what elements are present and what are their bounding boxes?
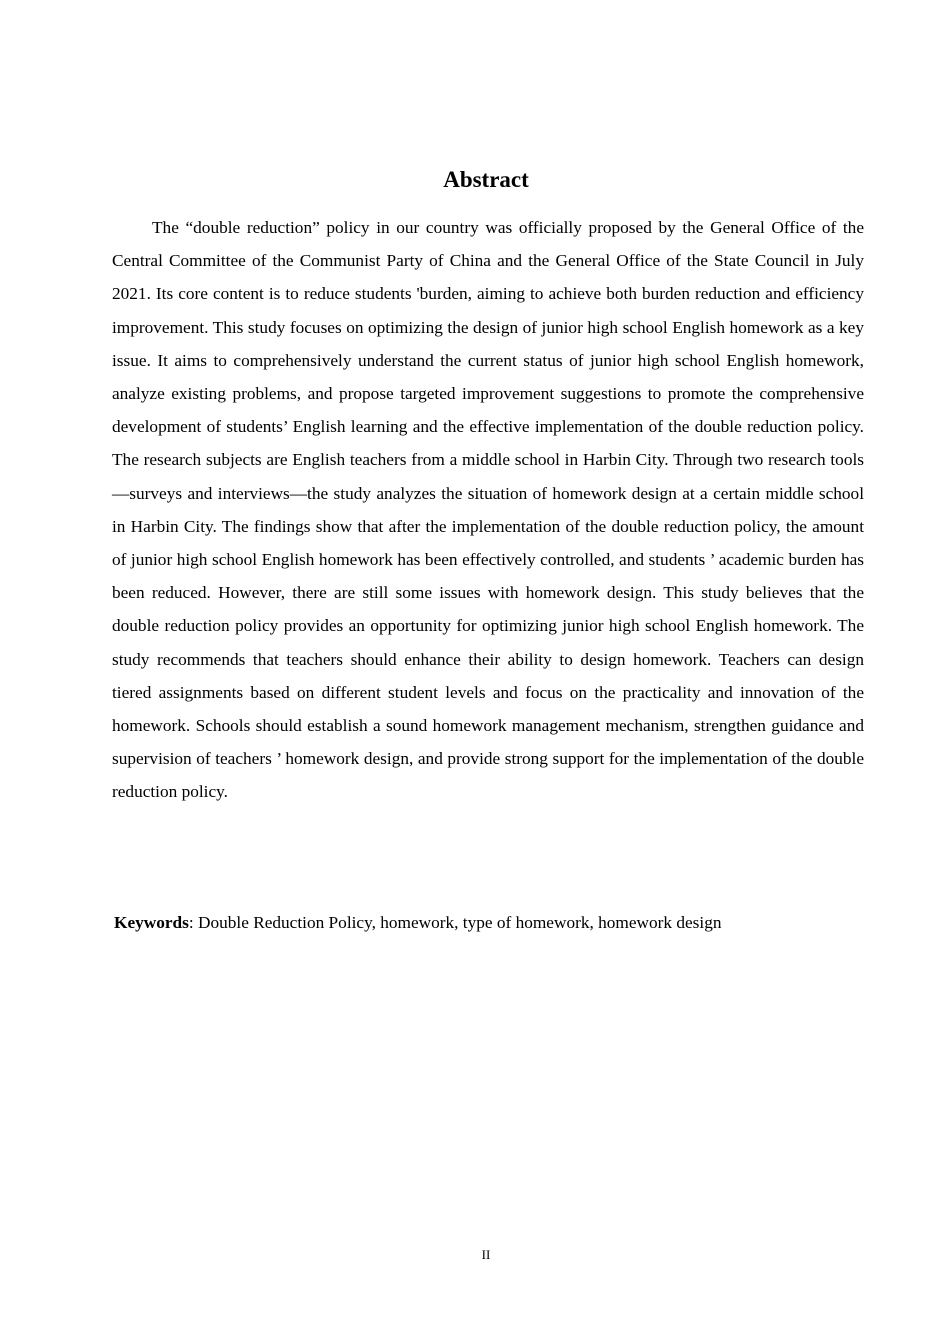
abstract-title: Abstract — [443, 167, 529, 193]
page-number: II — [481, 1247, 491, 1262]
keywords-text: Double Reduction Policy, homework, type of homework, homework design — [198, 913, 722, 932]
abstract-paragraph: The “double reduction” policy in our country was officially proposed by the General Office of the Central Committee of the Communist Party of China and the General Office of the State Council in July 2021. Its core content is to reduce students 'burden, aiming to achieve both burden reduction and efficiency improvement. This study focuses on optimizing the design of junior high school English homework as a key issue. It aims to comprehensively understand the current status of junior high school English homework, analyze existing problems, and propose targeted improvement suggestions to promote the comprehensive development of students’ English learning and the effective implementation of the double reduction policy. The research subjects are English teachers from a middle school in Harbin City. Through two research tools—surveys and interviews—the study analyzes the situation of homework design at a certain middle school in Harbin City. The findings show that after the implementation of the double reduction policy, the amount of junior high school English homework has been effectively controlled, and students ’ academic burden has been reduced. However, there are still some issues with homework design. This study believes that the double reduction policy provides an opportunity for optimizing junior high school English homework. The study recommends that teachers should enhance their ability to design homework. Teachers can design tiered assignments based on different student levels and focus on the practicality and innovation of the homework. Schools should establish a sound homework management mechanism, strengthen guidance and supervision of teachers ’ homework design, and provide strong support for the implementation of the double reduction policy. — [112, 218, 864, 802]
keywords-line — [114, 906, 874, 939]
keywords-separator: : — [188, 913, 199, 932]
keywords-label: Keywords — [114, 913, 189, 932]
